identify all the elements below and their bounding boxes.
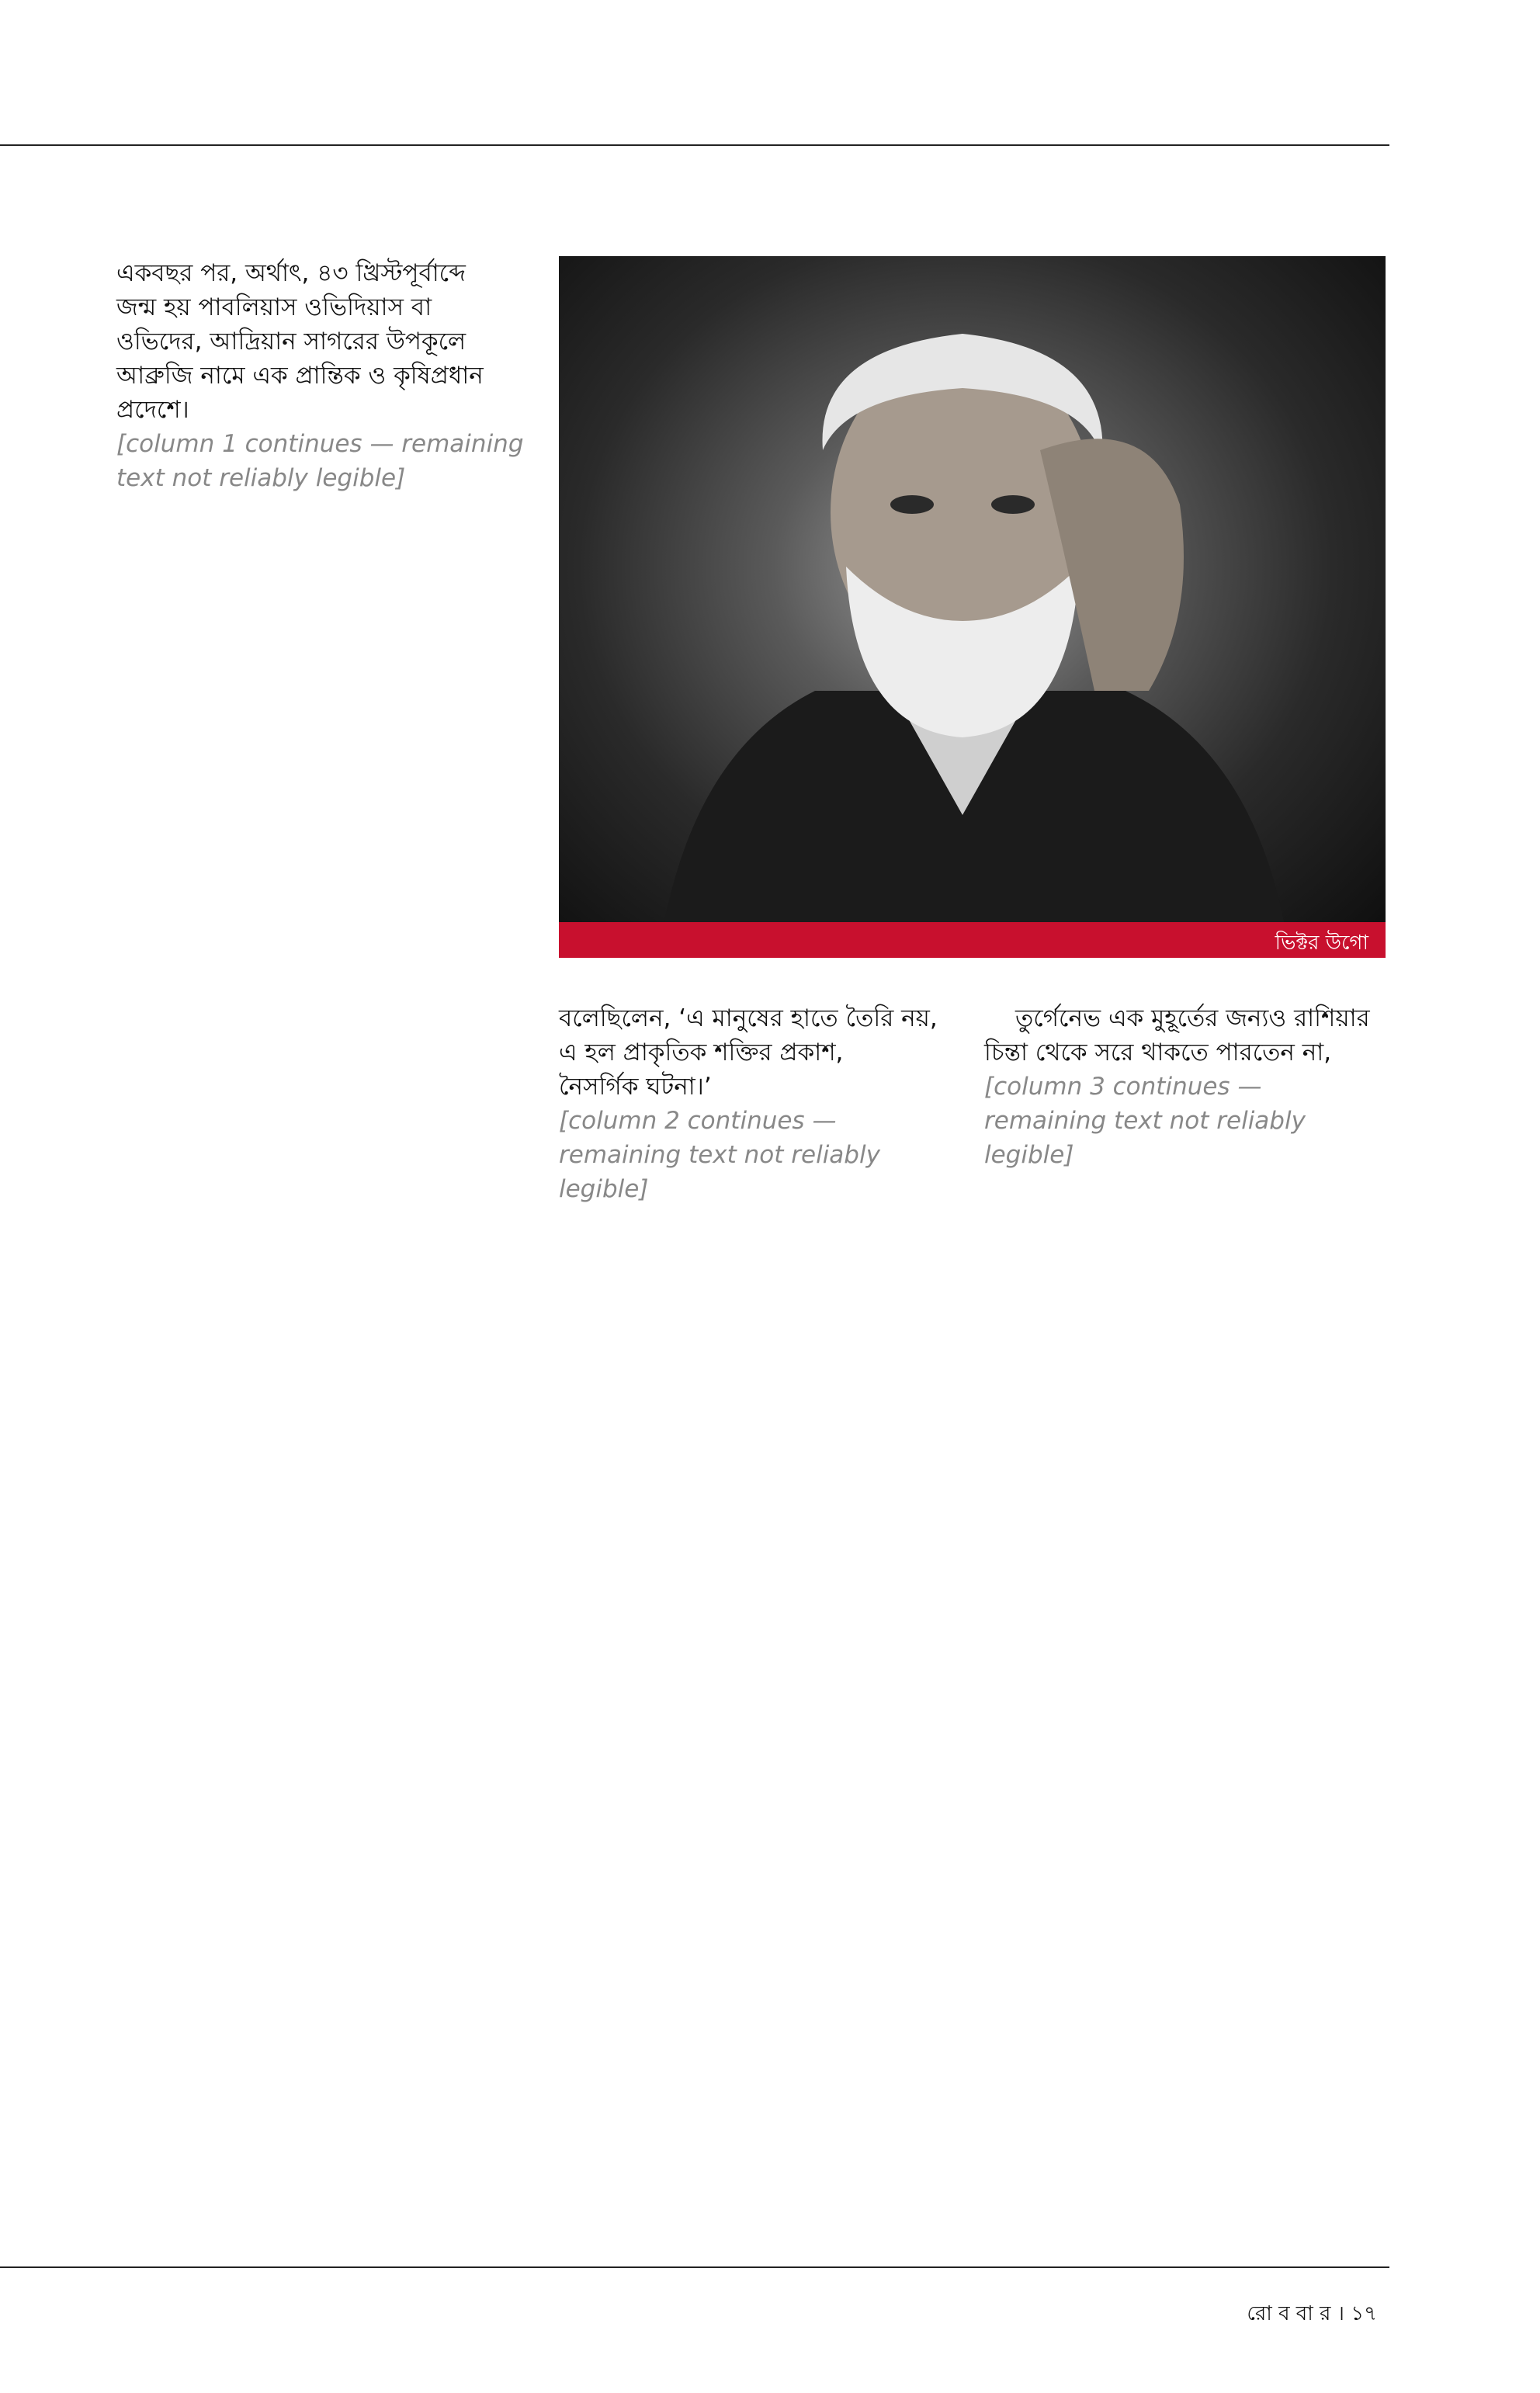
col1-line-5: প্রদেশে। — [116, 396, 189, 424]
portrait-photo — [559, 256, 1386, 947]
col3-line-2: চিন্তা থেকে সরে থাকতে পারতেন না, — [984, 1039, 1332, 1066]
portrait-illustration — [559, 256, 1386, 947]
top-rule — [0, 144, 1389, 146]
text-column-1 — [116, 256, 532, 495]
col2-line-1: বলেছিলেন, ‘এ মানুষের হাতে তৈরি নয়, — [559, 1004, 938, 1032]
bottom-rule — [0, 2266, 1389, 2268]
col1-line-2: জন্ম হয় পাবলিয়াস ওভিদিয়াস বা — [116, 293, 432, 321]
photo-caption-bar — [559, 922, 1386, 958]
col1-line-3: ওভিদের, আদ্রিয়ান সাগরের উপকূলে — [116, 328, 467, 355]
photo-caption: ভিক্টর উগো — [1275, 931, 1368, 955]
col2-line-2: এ হল প্রাকৃতিক শক্তির প্রকাশ, — [559, 1039, 844, 1066]
col1-placeholder: [column 1 continues — remaining text not reliably legible] — [116, 430, 524, 492]
col3-line-1: তুর্গেনেভ এক মুহূর্তের জন্যও রাশিয়ার — [1015, 1004, 1370, 1032]
text-column-3 — [984, 1001, 1384, 1172]
page-footer: রো ব বা র । ১৭ — [1247, 2302, 1377, 2325]
col3-placeholder: [column 3 continues — remaining text not reliably legible] — [984, 1073, 1306, 1169]
text-column-2 — [559, 1001, 955, 1206]
col1-line-4: আব্রুজি নামে এক প্রান্তিক ও কৃষিপ্রধান — [116, 362, 484, 390]
col2-placeholder: [column 2 continues — remaining text not reliably legible] — [559, 1107, 880, 1203]
col1-line-1: একবছর পর, অর্থাৎ, ৪৩ খ্রিস্টপূর্বাব্দে — [116, 259, 466, 287]
col2-line-3: নৈসর্গিক ঘটনা।’ — [559, 1073, 712, 1101]
